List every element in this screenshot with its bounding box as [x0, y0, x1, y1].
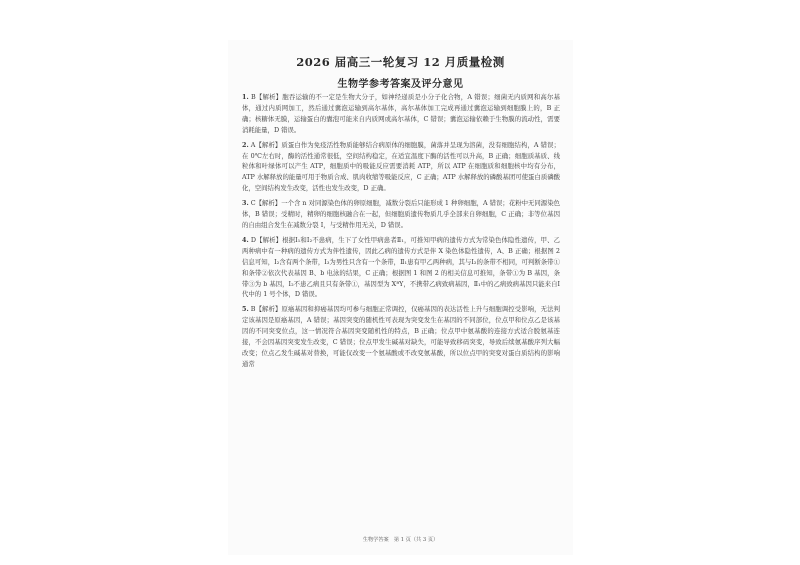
answer-text: B【解析】原癌基因和抑癌基因均可参与细胞正常调控，仅癌基因的表达活性上升与细胞调控受影响，无法判定该基因是原癌基因，A 错误；基因突变的随机性可表现为突变发生在基因的不同部位，位点甲和位点乙是该基因的不同突变位点，这一情况符合基因突变随机性的特点，B 正确；位点甲中氨基酸的连接方式适合脱氨基连接，不会因基因突变发生改变，C 错误；位点甲发生碱基对缺失，可能导致移码突变，导致后续氨基酸序列大幅改变；位点乙发生碱基对替换，可能仅改变一个氨基酸或不改变氨基酸，所以位点甲的突变对蛋白质结构的影响通常: [242, 305, 560, 368]
answer-text: B【解析】胞吞运输的不一定是生物大分子，如神经递质是小分子化合物，A 错误；细菌无内质网和高尔基体，通过内质网加工，然后通过囊泡运输到高尔基体，高尔基体加工完成再通过囊泡运输到细胞膜上的，B 正确；核糖体无膜，运输蛋白的囊泡可能来自内质网或高尔基体，C 错误；囊泡运输依赖于生物膜的流动性，需要消耗能量，D 错误。: [242, 93, 560, 134]
answer-text: D【解析】根据Ⅰ₁和Ⅰ₂不患病，生下了女性甲病患者Ⅱ₁，可推知甲病的遗传方式为常染色体隐性遗传，甲、乙两种病中有一种病的遗传方式为伴性遗传，因此乙病的遗传方式是伴 X 染色体隐性遗传，A、B 正确；根据图 2 信息可知，Ⅰ₂含有两个条带，Ⅰ₃为男性只含有一个条带，Ⅱ₁患有甲乙两种病，其与Ⅰ₂的条带不相同，可判断条带①和条带②依次代表基因 B、b 电泳的结果，C 正确；根据图 1 和图 2 的相关信息可推知，条带①为 B 基因，条带③为 b 基因，Ⅰ₂不患乙病且只有条带①，基因型为 XᴮY，不携带乙病致病基因，Ⅱ₁中的乙病致病基因只能来自Ⅰ代中的 1 号个体，D 错误。: [242, 235, 560, 299]
answer-number: 3.: [242, 199, 249, 208]
answer-number: 4.: [242, 235, 249, 244]
page-subtitle: 生物学参考答案及评分意见: [337, 79, 464, 90]
answer-number: 2.: [242, 140, 249, 149]
answer-list: [242, 92, 560, 374]
page-footer: 生物学答案 第 1 页（共 3 页）: [362, 537, 439, 543]
document-page: [228, 40, 573, 555]
answer-number: 5.: [242, 305, 249, 314]
answer-item-4: [242, 235, 560, 300]
answer-item-1: [242, 92, 560, 136]
answer-text: A【解析】质蛋白作为免疫活性物质能够结合病原体的细胞膜，菌落并呈现为溶菌，没有细胞结构，A 错误；在 0℃左右时，酶的活性通常很低，空间结构稳定，在适宜温度下酶的活性可以升高，B 正确；细胞质基质、线粒体和叶绿体可以产生 ATP，细胞质中的吸能反应需要消耗 ATP，所以 ATP 在细胞质和细胞核中均有分布，ATP 水解释放的能量可用于物质合成、肌肉收缩等吸能反应，C 正确；ATP 水解释放的磷酸基团可使蛋白质磷酸化，空间结构发生改变，活性也发生改变，D 正确。: [242, 140, 560, 193]
page-title: 2026 届高三一轮复习 12 月质量检测: [296, 55, 505, 69]
answer-item-3: [242, 198, 560, 231]
answer-item-5: [242, 304, 560, 369]
answer-item-2: [242, 140, 560, 195]
answer-text: C【解析】一个含 n 对同源染色体的卵原细胞，减数分裂后只能形成 1 种卵细胞，A 错误；花粉中无同源染色体，B 错误；受精时，精卵的细胞核融合在一起，但细胞质遗传物质几乎全部来自卵细胞，C 正确；非等位基因的自由组合发生在减数分裂 Ⅰ，与受精作用无关，D 错误。: [242, 199, 560, 229]
answer-number: 1.: [242, 93, 249, 101]
